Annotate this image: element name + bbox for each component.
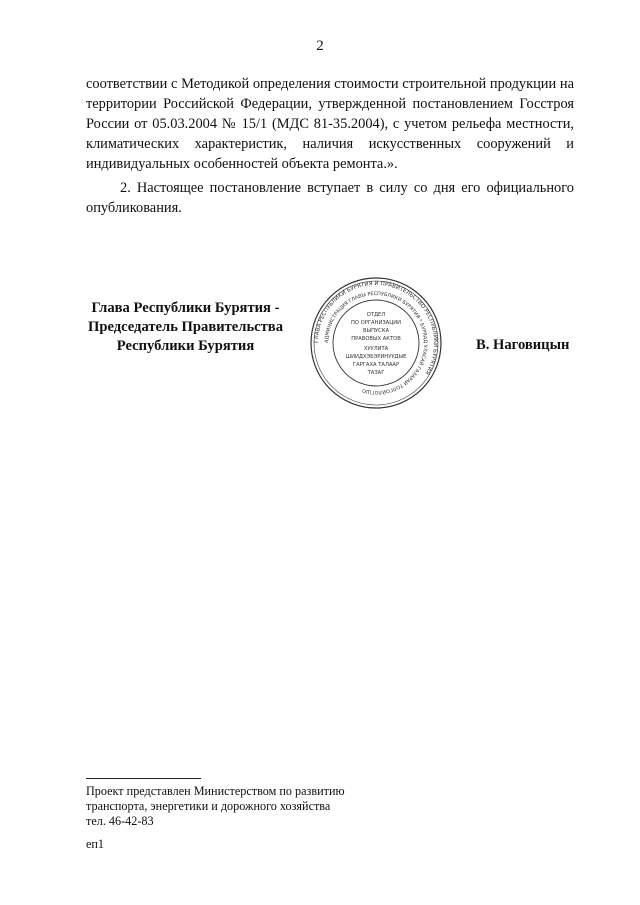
seal-center-line: ШИИДХЭБЭРИНУУДЫЕ <box>345 354 407 360</box>
signatory-title-line: Республики Бурятия <box>116 338 255 354</box>
seal-inner-ring-text <box>324 291 428 396</box>
footnote-line: тел. 46-42-83 <box>86 814 154 828</box>
signatory-name: В. Наговицын <box>476 337 570 353</box>
seal-inner-text-path: АДМИНИСТРАЦИЯ ГЛАВЫ РЕСПУБЛИКИ БУРЯТИЯ * БУРЯАД УЛАСАЙ ГАЗАРАЙ ТОЛГОЙЛОГШО <box>323 290 429 396</box>
official-seal <box>309 276 443 410</box>
footnote-divider <box>86 778 201 779</box>
signatory-title <box>68 299 303 356</box>
document-code: еп1 <box>86 837 105 851</box>
seal-center-text <box>346 312 407 376</box>
footnote <box>86 784 345 829</box>
body-paragraph-1: соответствии с Методикой определения стоимости строительной продукции на территории Российской Федерации, утвержденной постановлением Госстроя России от 05.03.2004 № 15/1 (МДС 81-35.2004), с учетом рельефа местности, климатических характеристик, наличия искусственных сооружений и индивидуальных особенностей объекта ремонта.». <box>86 76 574 172</box>
page-number: 2 <box>316 38 324 54</box>
seal-center-line: ОТДЕЛ <box>366 312 386 318</box>
seal-center-line: ГАРГАХА ТАЛААР <box>352 362 400 368</box>
seal-outer-text-path: ГЛАВА РЕСПУБЛИКИ БУРЯТИЯ И ПРАВИТЕЛЬСТВО РЕСПУБЛИКИ БУРЯТИЯ <box>313 280 439 376</box>
seal-center-line: ПО ОРГАНИЗАЦИИ <box>350 320 402 326</box>
seal-center-line: ТАЗАГ <box>367 370 385 376</box>
signatory-title-line: Председатель Правительства <box>87 319 283 335</box>
seal-center-line: ВЫПУСКА <box>362 328 390 334</box>
footnote-line: Проект представлен Министерством по развитию <box>86 784 345 798</box>
body-paragraph-2: 2. Настоящее постановление вступает в силу со дня его официального опубликования. <box>86 180 574 216</box>
seal-center-line: ХУУЛИТА <box>363 346 389 352</box>
seal-outer-border <box>311 278 441 408</box>
footnote-line: транспорта, энергетики и дорожного хозяйства <box>86 799 331 813</box>
signatory-title-line: Глава Республики Бурятия - <box>91 300 280 316</box>
seal-center-line: ПРАВОВЫХ АКТОВ <box>351 336 401 342</box>
